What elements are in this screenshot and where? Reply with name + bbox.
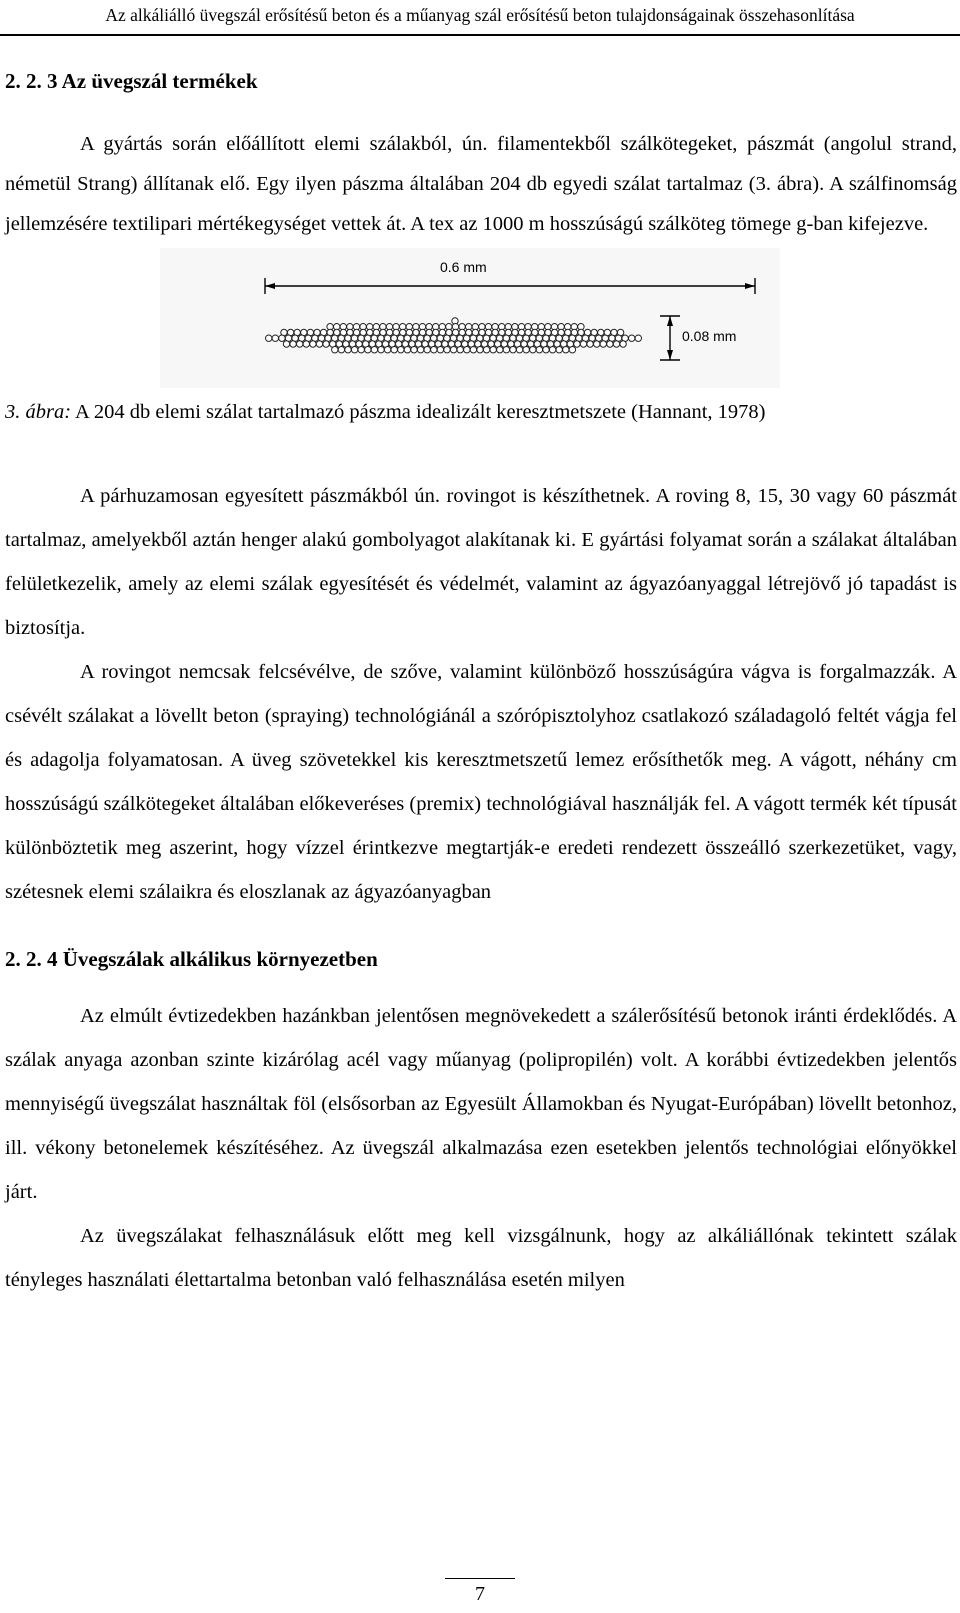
fiber-circle <box>536 347 542 353</box>
fiber-circle <box>523 347 529 353</box>
fiber-circle <box>424 347 430 353</box>
fiber-circle <box>398 347 404 353</box>
fiber-circle <box>444 347 450 353</box>
fiber-circle <box>629 335 635 341</box>
fiber-circle <box>490 347 496 353</box>
fiber-circle <box>594 341 600 347</box>
strand-cross-section-drawing <box>160 248 785 388</box>
fiber-circle <box>378 347 384 353</box>
fiber-circle <box>351 347 357 353</box>
fiber-circle <box>310 341 316 347</box>
section-heading-alkaline-environment: 2. 2. 4 Üvegszálak alkálikus környezetben <box>5 947 378 971</box>
fiber-circle <box>297 341 303 347</box>
figure-caption <box>5 396 957 428</box>
document-body <box>5 66 957 1302</box>
fiber-circle <box>503 347 509 353</box>
page-number: 7 <box>475 1583 485 1605</box>
fiber-circle <box>404 347 410 353</box>
fiber-circle <box>338 347 344 353</box>
fiber-circle <box>384 347 390 353</box>
fiber-circle <box>510 347 516 353</box>
fiber-circle <box>371 347 377 353</box>
fiber-circle <box>431 347 437 353</box>
fiber-circle <box>516 347 522 353</box>
figure-caption-label: 3. ábra: <box>5 401 72 423</box>
fiber-circle <box>470 347 476 353</box>
height-label: 0.08 mm <box>682 328 737 344</box>
fiber-circle <box>620 341 626 347</box>
fiber-circle <box>365 347 371 353</box>
fiber-circle <box>332 347 338 353</box>
running-header: Az alkáliálló üvegszál erősítésű beton és a műanyag szál erősítésű beton tulajdonságainak összehasonlítása <box>0 0 960 36</box>
fiber-circle <box>417 347 423 353</box>
fiber-circle <box>437 347 443 353</box>
fiber-circle <box>543 347 549 353</box>
paragraph-roving: A párhuzamosan egyesített pászmákból ún. rovingot is készíthetnek. A roving 8, 15, 30 vagy 60 pászmát tartalmaz, amelyekből aztán henger alakú gombolyagot alakítanak ki. E gyártási folyamat során a szálakat általában felületkezelik, amely az elemi szálak egyesítését és védelmét, valamint az ágyazóanyaggal létrejövő jó tapadást is biztosítja. <box>5 485 957 639</box>
fiber-circle <box>563 347 569 353</box>
footer-rule <box>445 1578 515 1579</box>
fiber-circle <box>411 347 417 353</box>
paragraph-roving-forms: A rovingot nemcsak felcsévélve, de szőve, valamint különböző hosszúságúra vágva is forgalmazzák. A csévélt szálakat a lövellt beton (spraying) technológiánál a szórópisztolyhoz csatlakozó száladagoló feltét vágja fel és adagolja folyamatosan. A üveg szövetekkel kis keresztmetszetű lemez erősíthetők meg. A vágott, néhány cm hosszúságú szálkötegeket általában előkeveréses (premix) technológiával használják fel. A vágott termék két típusát különböztetik meg aszerint, hogy vízzel érintkezve megtartják-e eredeti rendezett összeálló szerkezetüket, vagy, szétesnek elemi szálaikra és eloszlanak az ágyazóanyagban <box>5 661 957 903</box>
paragraph-testing-glass-fibers: Az üvegszálakat felhasználásuk előtt meg kell vizsgálnunk, hogy az alkáliállónak tekintett szálak tényleges használati élettartalma betonban való felhasználása esetén milyen <box>5 1225 957 1291</box>
fiber-circle <box>457 347 463 353</box>
fiber-circle <box>556 347 562 353</box>
width-label: 0.6 mm <box>440 259 487 275</box>
fiber-circle <box>607 341 613 347</box>
fiber-circle <box>391 347 397 353</box>
fiber-circle <box>483 347 489 353</box>
paragraph-interest-in-fiber-concrete: Az elmúlt évtizedekben hazánkban jelentősen megnövekedett a szálerősítésű betonok iránti érdeklődés. A szálak anyaga azonban szinte kizárólag acél vagy műanyag (polipropilén) volt. A korábbi évtizedekben jelentős mennyiségű üvegszálat használtak föl (elsősorban az Egyesült Államokban és Nyugat-Európában) lövellt betonhoz, ill. vékony betonelemek készítéséhez. Az üvegszál alkalmazása ezen esetekben jelentős technológiai előnyökkel járt. <box>5 1005 957 1203</box>
fiber-circle <box>530 347 536 353</box>
fiber-circle <box>303 341 309 347</box>
fiber-circle <box>450 347 456 353</box>
fiber-circle <box>464 347 470 353</box>
fiber-circle <box>574 341 580 347</box>
fiber-circle <box>316 341 322 347</box>
fiber-circle <box>613 341 619 347</box>
fiber-circle <box>266 335 272 341</box>
fiber-circle <box>323 341 329 347</box>
fiber-circle <box>477 347 483 353</box>
fiber-circle <box>272 335 278 341</box>
fiber-circle <box>358 347 364 353</box>
paragraph-strand-description: A gyártás során előállított elemi szálakból, ún. filamentekből szálkötegeket, pászmát (angolul strand, németül Strang) állítanak elő. Egy ilyen pászma általában 204 db egyedi szálat tartalmaz (3. ábra). A szálfinomság jellemzésére textilipari mértékegységet vettek át. A tex az 1000 m hosszúságú szálköteg tömege g-ban kifejezve. <box>5 133 957 235</box>
fiber-circle <box>345 347 351 353</box>
fiber-circle <box>283 341 289 347</box>
fiber-circle <box>600 341 606 347</box>
section-heading-glass-fiber-products: 2. 2. 3 Az üvegszál termékek <box>5 69 258 93</box>
fiber-circle <box>497 347 503 353</box>
fiber-circle <box>279 335 285 341</box>
figure-strand-cross-section <box>160 248 785 388</box>
fiber-circle <box>549 347 555 353</box>
fiber-circle <box>580 341 586 347</box>
fiber-circle <box>290 341 296 347</box>
figure-caption-text: A 204 db elemi szálat tartalmazó pászma idealizált keresztmetszete (Hannant, 1978) <box>71 401 766 423</box>
fiber-circle <box>635 335 641 341</box>
fiber-circle <box>569 347 575 353</box>
fiber-circle <box>587 341 593 347</box>
